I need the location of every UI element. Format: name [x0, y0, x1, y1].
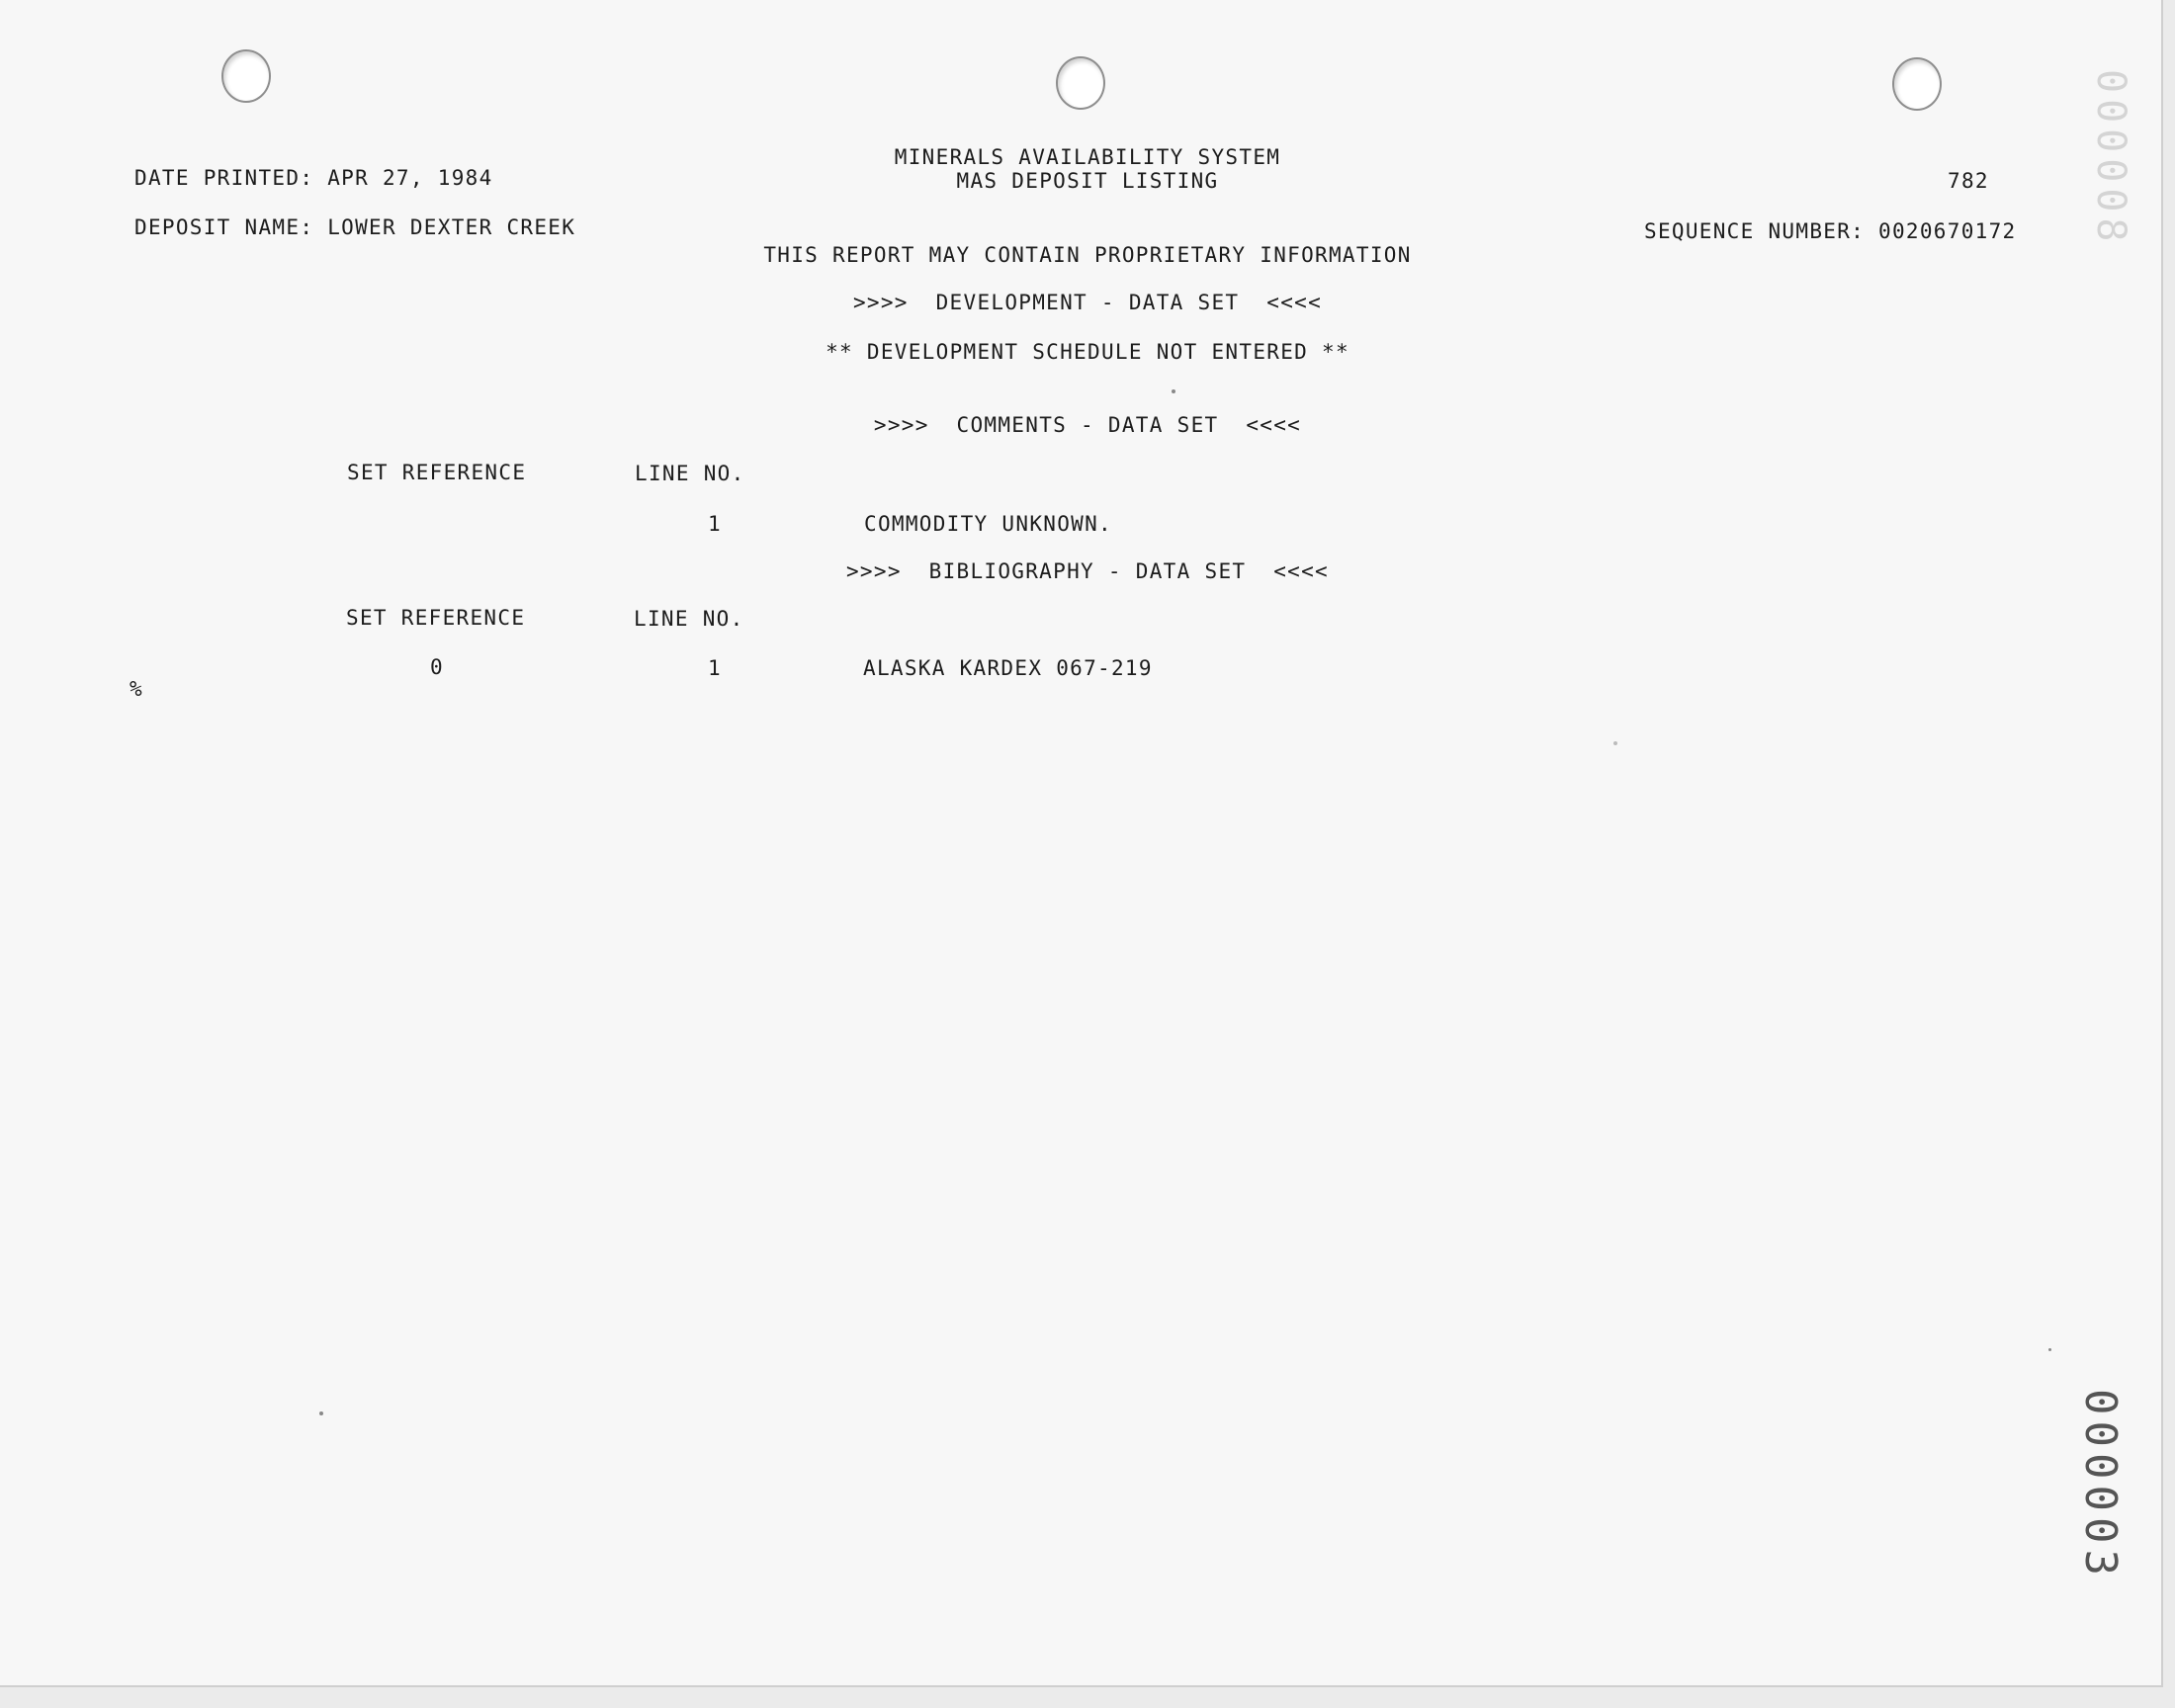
bibliography-col-line-no: LINE NO.	[634, 607, 744, 631]
comments-row-line-no: 1	[708, 512, 722, 536]
comments-row-text: COMMODITY UNKNOWN.	[864, 512, 1112, 536]
punch-hole-left	[221, 49, 271, 103]
comments-section-title: >>>> COMMENTS - DATA SET <<<<	[873, 413, 1302, 437]
proprietary-notice: THIS REPORT MAY CONTAIN PROPRIETARY INFORMATION	[763, 243, 1412, 267]
sequence-number: SEQUENCE NUMBER: 0020670172	[1644, 219, 2017, 243]
deposit-name: DEPOSIT NAME: LOWER DEXTER CREEK	[134, 215, 576, 239]
scan-speck	[2048, 1348, 2051, 1351]
bibliography-section-title: >>>> BIBLIOGRAPHY - DATA SET <<<<	[845, 559, 1329, 583]
bibliography-row-line-no: 1	[708, 656, 722, 680]
development-notice: ** DEVELOPMENT SCHEDULE NOT ENTERED **	[826, 340, 1349, 364]
bibliography-row-set-reference: 0	[430, 655, 444, 679]
scan-speck	[319, 1411, 323, 1415]
date-printed: DATE PRINTED: APR 27, 1984	[134, 166, 493, 190]
page-number: 782	[1948, 169, 1989, 193]
faint-frame-stamp: 000008	[2088, 69, 2133, 248]
system-title: MINERALS AVAILABILITY SYSTEM	[894, 145, 1281, 169]
frame-stamp: 000003	[2075, 1389, 2126, 1581]
punch-hole-center	[1056, 56, 1105, 110]
development-section-title: >>>> DEVELOPMENT - DATA SET <<<<	[852, 291, 1323, 314]
punch-hole-right	[1892, 57, 1942, 111]
scan-speck	[1613, 741, 1617, 745]
comments-col-set-reference: SET REFERENCE	[347, 461, 527, 484]
listing-title: MAS DEPOSIT LISTING	[956, 169, 1219, 193]
scan-speck	[1172, 389, 1175, 393]
margin-mark: %	[130, 677, 143, 701]
bibliography-row-text: ALASKA KARDEX 067-219	[863, 656, 1153, 680]
bibliography-col-set-reference: SET REFERENCE	[346, 606, 526, 630]
comments-col-line-no: LINE NO.	[635, 462, 745, 485]
